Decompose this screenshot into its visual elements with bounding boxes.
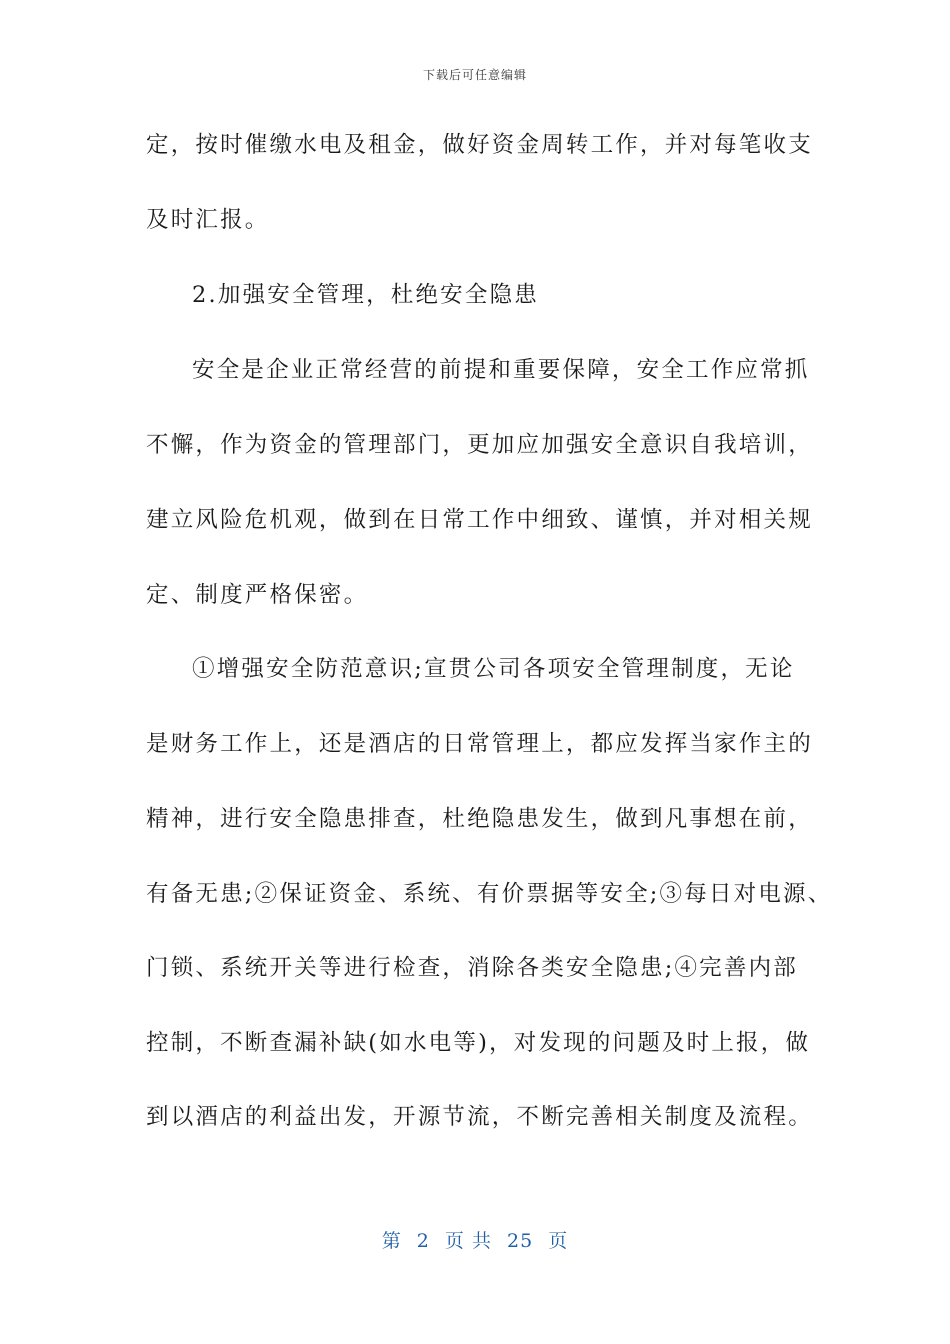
- footer-middle: 页 共: [444, 1230, 492, 1252]
- body-line: 到以酒店的利益出发，开源节流，不断完善相关制度及流程。: [146, 1104, 813, 1130]
- body-line: 门锁、系统开关等进行检查，消除各类安全隐患;④完善内部: [146, 955, 798, 981]
- body-line: 定，按时催缴水电及租金，做好资金周转工作，并对每笔收支: [146, 132, 813, 158]
- page-header: 下载后可任意编辑: [422, 68, 527, 82]
- footer-prefix: 第: [381, 1230, 402, 1252]
- body-line: 及时汇报。: [146, 207, 270, 233]
- body-line: 安全是企业正常经营的前提和重要保障，安全工作应常抓: [192, 357, 810, 383]
- body-line: 有备无患;②保证资金、系统、有价票据等安全;③每日对电源、: [146, 881, 833, 907]
- body-line: 建立风险危机观，做到在日常工作中细致、谨慎，并对相关规: [146, 507, 813, 533]
- section-heading: 2.加强安全管理，杜绝安全隐患: [192, 282, 539, 308]
- body-line: 是财务工作上，还是酒店的日常管理上，都应发挥当家作主的: [146, 731, 813, 757]
- body-line: 控制，不断查漏补缺(如水电等)，对发现的问题及时上报，做: [146, 1030, 811, 1056]
- body-line: 定、制度严格保密。: [146, 582, 369, 608]
- page-footer: [0, 1226, 950, 1253]
- footer-total-pages: 25: [507, 1230, 534, 1252]
- footer-suffix: 页: [548, 1230, 569, 1252]
- footer-page-number: 2: [416, 1230, 430, 1252]
- body-line: 精神，进行安全隐患排查，杜绝隐患发生，做到凡事想在前，: [146, 806, 813, 832]
- body-line: ①增强安全防范意识;宣贯公司各项安全管理制度，无论: [192, 656, 795, 682]
- body-line: 不懈，作为资金的管理部门，更加应加强安全意识自我培训，: [146, 432, 813, 458]
